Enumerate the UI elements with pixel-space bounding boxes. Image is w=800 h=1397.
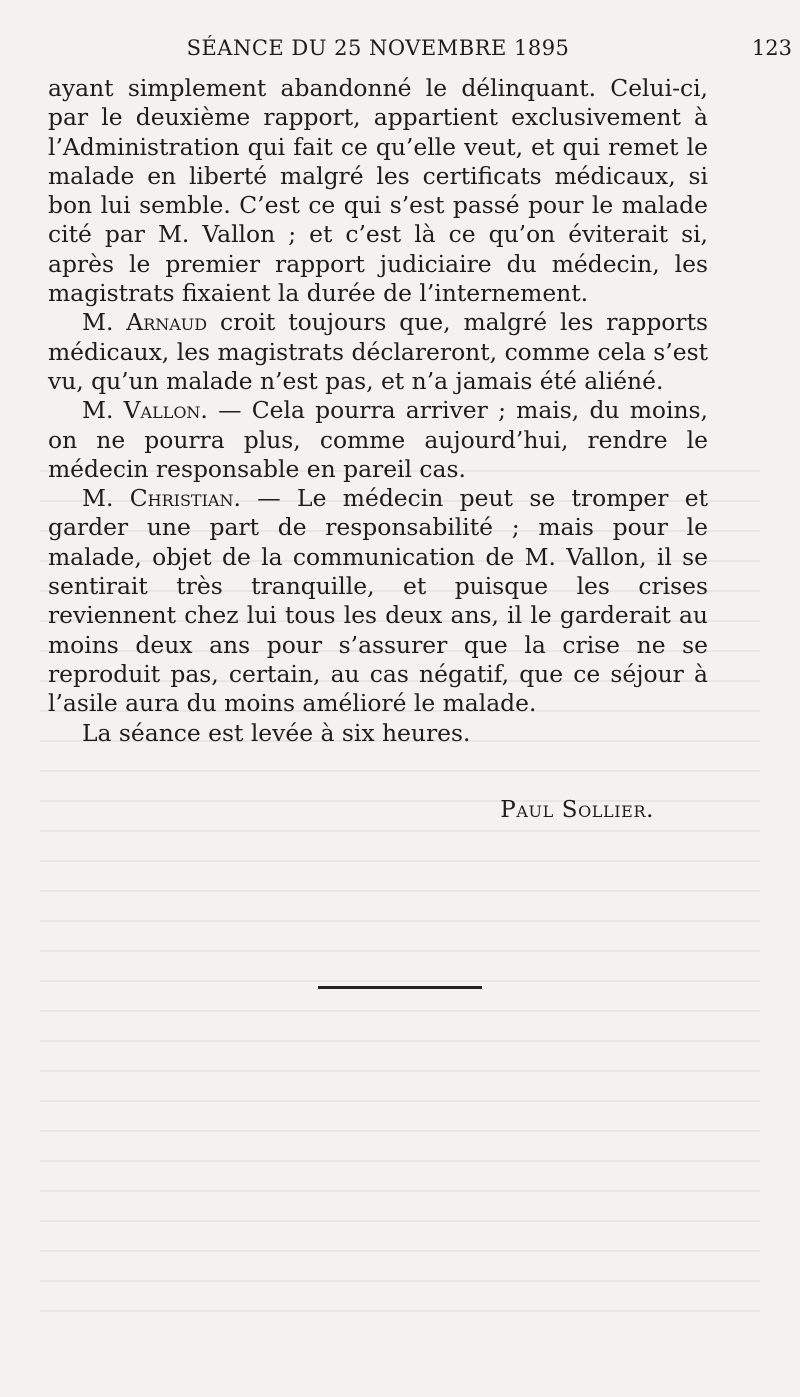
signature: Paul Sollier.	[500, 797, 654, 823]
section-rule	[318, 986, 482, 989]
speaker-name: M. Arnaud	[82, 308, 208, 337]
speaker-name: M. Vallon.	[82, 396, 208, 425]
paragraph-text: croit toujours que, malgré les rapports médicaux, les magistrats déclareront, comme cela s’est vu, qu’un malade n’est pas, et n’a jamais été aliéné.	[48, 308, 708, 395]
paragraph-vallon	[48, 396, 708, 484]
paragraph-text: — Cela pourra arriver ; mais, du moins, on ne pourra plus, comme aujourd’hui, rendre le médecin responsable en pareil cas.	[48, 396, 708, 483]
speaker-name: M. Christian.	[82, 484, 241, 513]
body-text	[48, 74, 708, 748]
page-number: 123	[751, 36, 792, 60]
paragraph-closing: La séance est levée à six heures.	[82, 718, 471, 747]
paragraph-text: — Le médecin peut se tromper et garder une part de responsabilité ; mais pour le malade, objet de la communication de M. Vallon, il se sentirait très tranquille, et puisque les crises reviennent chez lui tous les deux ans, il le garderait au moins deux ans pour s’assurer que la crise ne se reproduit pas, certain, au cas négatif, que ce séjour à l’asile aura du moins amélioré le malade.	[48, 484, 708, 718]
page-header	[48, 36, 792, 66]
paragraph-christian	[48, 484, 708, 718]
paragraph-continuation: ayant simplement abandonné le délinquant. Celui-ci, par le deuxième rapport, appartient exclusivement à l’Administration qui fait ce qu’elle veut, et qui remet le malade en liberté malgré les certificats médicaux, si bon lui semble. C’est ce qui s’est passé pour le malade cité par M. Vallon ; et c’est là ce qu’on éviterait si, après le premier rapport judiciaire du médecin, les magistrats fixaient la durée de l’internement.	[48, 74, 708, 308]
running-head: SÉANCE DU 25 NOVEMBRE 1895	[186, 36, 570, 60]
paragraph-arnaud	[48, 308, 708, 396]
